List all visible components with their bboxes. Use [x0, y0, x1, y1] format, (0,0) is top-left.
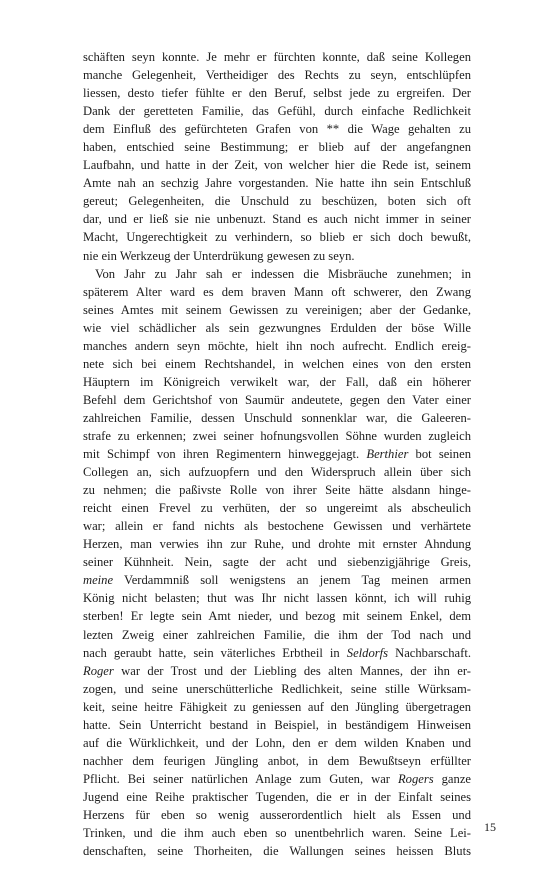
italic-name: Berthier [366, 447, 409, 462]
text-line: keit, seine heitre Fähigkeit zu geniessen auf den Jüngling übergetragen [83, 699, 471, 714]
text-line: Dank der geretteten Familie, das Gefühl, durch einfache Redlichkeit [83, 104, 471, 119]
text-line: Pflicht. Bei seiner natürlichen Anlage zum Guten, war Rogers ganze [83, 771, 472, 786]
text-line: meine Verdammniß soll wenigstens an jenem Tag meinen armen [83, 573, 471, 588]
text-line: lezten Zweig einer zahlreichen Familie, die ihm der Tod nach und [83, 627, 471, 642]
text-line: Befehl dem Gerichtshof von Saumür andeutete, gegen den Vater einer [83, 392, 471, 407]
text-line: nachher dem feurigen Jüngling anbot, in dem Bewußtseyn erfüllter [83, 753, 471, 768]
text-line: Von Jahr zu Jahr sah er indessen die Misbräuche zunehmen; in [95, 266, 471, 281]
text-line: König nicht belasten; thut was Ihr nicht lassen könnt, ich will ruhig [83, 591, 471, 606]
text-line: wie viel schädlicher als sein gezwungnes Erdulden der böse Wille [83, 320, 471, 335]
paragraph [83, 48, 471, 265]
text-line: späterem Alter ward es dem braven Mann oft schwerer, den Zwang [83, 284, 471, 299]
text-line: mit Schimpf von ihren Regimentern hinweggejagt. Berthier bot seinen [83, 447, 471, 462]
text-line: schäften seyn konnte. Je mehr er fürchten konnte, daß seine Kollegen [83, 50, 471, 64]
text-line: zogen, und seine unerschütterliche Redlichkeit, seine stille Würksam- [83, 681, 471, 696]
page-body [83, 48, 471, 860]
text-line: reicht einen Frevel zu verhüten, der so ungereimt als abscheulich [83, 501, 471, 516]
text-line: zu nehmen; die paßivste Rolle von ihrer Seite hätte alsdann hinge- [83, 483, 471, 498]
text-line: gereut; Gelegenheiten, die Unschuld zu beschüzen, boten sich oft [83, 194, 471, 209]
text-line: dem Einfluß des gefürchteten Grafen von ** die Wage gehalten zu [83, 122, 471, 137]
text-line: nach geraubt hatte, sein väterliches Erbtheil in Seldorfs Nachbarschaft. [83, 645, 471, 660]
text-line: zahlreichen Familie, dessen Unschuld sonnenklar war, die Galeeren- [83, 410, 471, 425]
text-line: Herzen, man verwies ihn zur Ruhe, und drohte mit ernster Ahndung [83, 537, 471, 552]
text-line: Herzens für eben so wenig ausserordentlich hielt als Essen und [83, 807, 471, 822]
text-line: seines Amtes mit seinem Gewissen zu vereinigen; aber der Gedanke, [83, 302, 471, 317]
text-line: Collegen an, sich aufzuopfern und den Widerspruch allein über sich [83, 465, 471, 480]
text-line: dar, und er ließ sie nie unbenuzt. Stand es auch nicht immer in seiner [83, 212, 471, 227]
text-line: seiner Kühnheit. Nein, sagte der acht und siebenzigjährige Greis, [83, 555, 471, 570]
paragraph [83, 265, 471, 861]
text-line: Häuptern im Königreich verwikelt war, der Fall, daß ein höherer [83, 374, 471, 389]
text-line: manches andern seyn möchte, hielt ihn noch aufrecht. Endlich ereig- [83, 338, 471, 353]
italic-name: meine [83, 573, 114, 588]
text-line: Jugend eine Reihe praktischer Tugenden, die er in der Einfalt seines [83, 789, 471, 804]
text-line: nie ein Werkzeug der Unterdrükung gewesen zu seyn. [83, 248, 355, 263]
italic-name: Seldorfs [346, 645, 389, 660]
text-line: Roger war der Trost und der Liebling des alten Mannes, der ihn er- [83, 663, 471, 678]
text-line: Trinken, und die ihm auch eben so unentbehrlich waren. Seine Lei- [83, 826, 471, 841]
text-line: haben, entschied seine Bestimmung; er blieb auf der angefangnen [83, 140, 471, 155]
text-line: sterben! Er legte sein Amt nieder, und bezog mit seinem Enkel, dem [83, 609, 471, 624]
text-line: auf die Würklichkeit, und der Lohn, den er dem wilden Knaben und [83, 735, 471, 750]
text-line: denschaften, seine Thorheiten, die Wallungen seines heissen Bluts [83, 844, 471, 859]
text-line: manche Gelegenheit, Vertheidiger des Rechts zu seyn, entschlüpfen [83, 68, 471, 83]
text-line: strafe zu erkennen; zwei seiner hofnungsvollen Söhne wurden zugleich [83, 428, 471, 443]
page-number: 15 [484, 820, 496, 834]
text-line: hatte. Sein Unterricht bestand in Beispiel, in beständigem Hinweisen [83, 717, 471, 732]
text-line: liessen, desto tiefer fühlte er den Beruf, selbst jede zu ergreifen. Der [83, 86, 471, 101]
italic-name: Rogers [397, 771, 434, 786]
text-line: Macht, Ungerechtigkeit zu verhindern, so blieb er sich doch bewußt, [83, 230, 471, 245]
italic-name: Roger [83, 663, 114, 678]
text-line: Laufbahn, und hatte in der Zeit, von welcher hier die Rede ist, seinem [83, 158, 471, 173]
text-line: Amte nah an sechzig Jahre vorgestanden. Nie hatte ihn sein Entschluß [83, 176, 471, 191]
text-line: nete sich bei einem Rechtshandel, in welchen eines von den ersten [83, 356, 471, 371]
text-line: war; allein er fand nichts als bestochene Gewissen und verhärtete [83, 519, 471, 534]
